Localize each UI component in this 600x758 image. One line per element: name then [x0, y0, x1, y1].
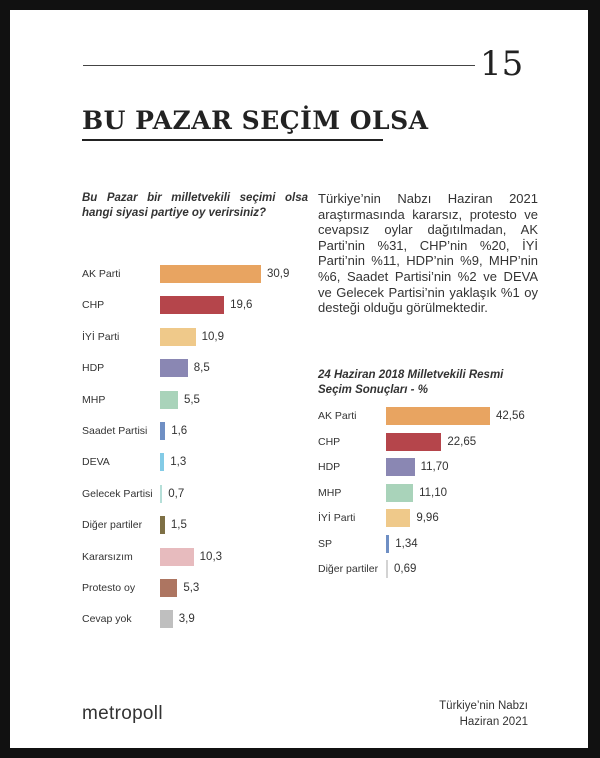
category-label: Protesto oy [82, 582, 136, 594]
data-bar [160, 265, 261, 283]
value-label: 11,10 [419, 486, 448, 499]
value-label: 1,5 [170, 519, 187, 532]
data-bar [160, 453, 164, 471]
data-bar [386, 433, 441, 451]
value-label: 1,6 [171, 425, 188, 437]
value-label: 9,96 [416, 512, 439, 524]
data-bar [386, 407, 490, 425]
category-label: DEVA [82, 456, 110, 469]
category-label: AK Parti [318, 410, 357, 422]
source-note [388, 698, 528, 730]
category-label: HDP [318, 461, 341, 473]
data-bar [160, 516, 165, 534]
value-label: 10,3 [199, 550, 223, 563]
value-label: 1,3 [170, 456, 187, 469]
chart-question: Bu Pazar bir milletvekili seçimi olsa hangi siyasi partiye oy verirsiniz? [82, 192, 308, 219]
value-label: 42,56 [496, 410, 525, 422]
data-bar [160, 422, 165, 440]
category-label: Gelecek Partisi [82, 487, 153, 500]
metropoll-logo: metropoll [82, 703, 163, 724]
value-label: 0,69 [394, 563, 417, 575]
value-label: 30,9 [267, 268, 290, 280]
category-label: Diğer partiler [82, 519, 143, 532]
data-bar [160, 548, 194, 566]
category-label: İYİ Parti [318, 512, 356, 524]
value-label: 19,6 [230, 299, 253, 312]
source-line-2: Haziran 2021 [459, 716, 528, 728]
category-label: Diğer partiler [318, 563, 379, 575]
category-label: CHP [82, 299, 105, 312]
election-results-title: 24 Haziran 2018 Milletvekili Resmi Seçim Sonuçları - % [318, 369, 504, 396]
category-label: İYİ Parti [82, 330, 120, 343]
value-label: 8,5 [193, 362, 210, 375]
data-bar [386, 509, 410, 527]
source-line-1: Türkiye’nin Nabzı [439, 700, 528, 712]
value-label: 0,7 [168, 487, 185, 500]
value-label: 22,65 [447, 435, 477, 448]
category-label: MHP [82, 393, 106, 406]
category-label: MHP [318, 486, 342, 499]
data-bar [386, 458, 415, 476]
value-label: 3,9 [178, 613, 195, 626]
data-bar [160, 610, 173, 628]
data-bar [386, 484, 413, 502]
page-title: BU PAZAR SEÇİM OLSA [82, 106, 429, 135]
category-label: HDP [82, 362, 105, 375]
data-bar [386, 560, 388, 578]
data-bar [160, 328, 196, 346]
value-label: 1,34 [395, 537, 418, 550]
value-label: 5,3 [183, 582, 200, 594]
value-label: 5,5 [183, 393, 200, 406]
summary-paragraph: Türkiye’nin Nabzı Haziran 2021 araştırmasında kararsız, protesto ve cevapsız oylar dağıtılmadan, AK Parti’nin %31, CHP’nin %20, İYİ Parti’nin %11, HDP’nin %9, MHP’nin %6, Saadet Partisi’nin %2 ve DEVA ve Gelecek Partisi’nin yaklaşık %1 oy desteği olduğu görülmektedir. [318, 191, 538, 316]
category-label: AK Parti [82, 268, 121, 280]
data-bar [160, 485, 162, 503]
value-label: 11,70 [420, 461, 449, 473]
category-label: Kararsızım [82, 550, 133, 563]
data-bar [160, 359, 188, 377]
category-label: SP [318, 537, 333, 550]
report-page [10, 10, 588, 748]
data-bar [160, 391, 178, 409]
data-bar [160, 579, 177, 597]
category-label: Saadet Partisi [82, 425, 148, 437]
title-underline [82, 139, 383, 141]
data-bar [386, 535, 389, 553]
header-rule [83, 65, 475, 66]
category-label: Cevap yok [82, 613, 132, 626]
data-bar [160, 296, 224, 314]
category-label: CHP [318, 435, 341, 448]
page-number: 15 [480, 44, 524, 84]
value-label: 10,9 [201, 330, 225, 343]
